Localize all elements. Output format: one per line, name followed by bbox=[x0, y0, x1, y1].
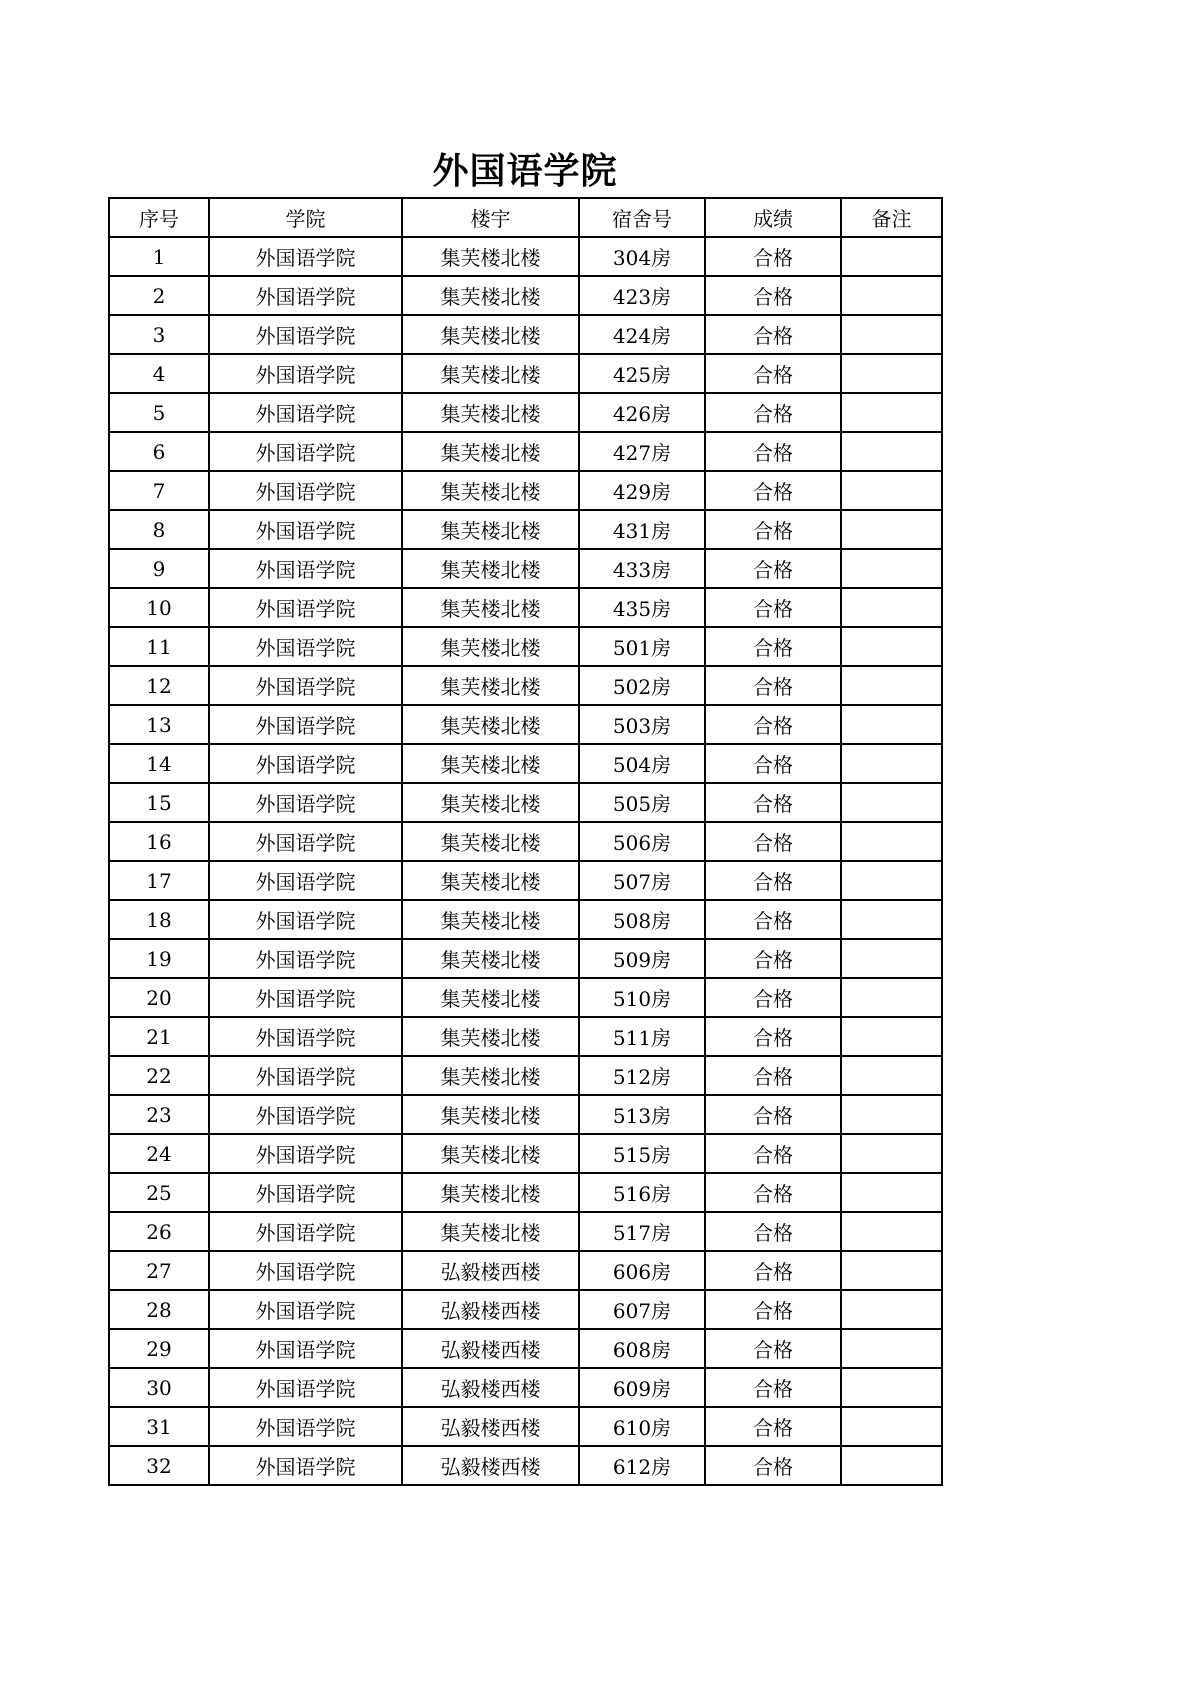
cell-building: 集芙楼北楼 bbox=[402, 315, 579, 354]
cell-remark bbox=[841, 432, 942, 471]
cell-result: 合格 bbox=[705, 432, 841, 471]
cell-remark bbox=[841, 354, 942, 393]
cell-room: 612房 bbox=[579, 1446, 705, 1485]
cell-college: 外国语学院 bbox=[209, 1329, 402, 1368]
cell-building: 集芙楼北楼 bbox=[402, 1017, 579, 1056]
cell-seq: 10 bbox=[109, 588, 209, 627]
cell-building: 弘毅楼西楼 bbox=[402, 1446, 579, 1485]
cell-college: 外国语学院 bbox=[209, 354, 402, 393]
cell-building: 集芙楼北楼 bbox=[402, 393, 579, 432]
cell-college: 外国语学院 bbox=[209, 1212, 402, 1251]
cell-remark bbox=[841, 588, 942, 627]
cell-room: 609房 bbox=[579, 1368, 705, 1407]
cell-seq: 9 bbox=[109, 549, 209, 588]
cell-seq: 6 bbox=[109, 432, 209, 471]
cell-remark bbox=[841, 1134, 942, 1173]
cell-room: 501房 bbox=[579, 627, 705, 666]
cell-room: 610房 bbox=[579, 1407, 705, 1446]
cell-building: 集芙楼北楼 bbox=[402, 510, 579, 549]
cell-seq: 19 bbox=[109, 939, 209, 978]
cell-college: 外国语学院 bbox=[209, 900, 402, 939]
cell-result: 合格 bbox=[705, 393, 841, 432]
cell-remark bbox=[841, 861, 942, 900]
cell-result: 合格 bbox=[705, 900, 841, 939]
cell-room: 505房 bbox=[579, 783, 705, 822]
cell-building: 集芙楼北楼 bbox=[402, 354, 579, 393]
cell-result: 合格 bbox=[705, 1173, 841, 1212]
cell-result: 合格 bbox=[705, 315, 841, 354]
cell-room: 431房 bbox=[579, 510, 705, 549]
cell-room: 304房 bbox=[579, 237, 705, 276]
cell-result: 合格 bbox=[705, 1212, 841, 1251]
cell-building: 集芙楼北楼 bbox=[402, 1056, 579, 1095]
cell-building: 弘毅楼西楼 bbox=[402, 1368, 579, 1407]
cell-college: 外国语学院 bbox=[209, 627, 402, 666]
cell-remark bbox=[841, 276, 942, 315]
cell-seq: 11 bbox=[109, 627, 209, 666]
cell-room: 506房 bbox=[579, 822, 705, 861]
cell-result: 合格 bbox=[705, 1329, 841, 1368]
cell-college: 外国语学院 bbox=[209, 1407, 402, 1446]
table-row bbox=[109, 1251, 942, 1290]
cell-college: 外国语学院 bbox=[209, 276, 402, 315]
cell-building: 集芙楼北楼 bbox=[402, 588, 579, 627]
cell-college: 外国语学院 bbox=[209, 549, 402, 588]
cell-remark bbox=[841, 510, 942, 549]
table-row bbox=[109, 627, 942, 666]
cell-remark bbox=[841, 1017, 942, 1056]
header-room: 宿舍号 bbox=[579, 198, 705, 237]
cell-seq: 20 bbox=[109, 978, 209, 1017]
table-row bbox=[109, 1212, 942, 1251]
cell-building: 集芙楼北楼 bbox=[402, 276, 579, 315]
table-row bbox=[109, 1134, 942, 1173]
cell-building: 集芙楼北楼 bbox=[402, 939, 579, 978]
cell-remark bbox=[841, 1329, 942, 1368]
cell-building: 弘毅楼西楼 bbox=[402, 1407, 579, 1446]
cell-seq: 3 bbox=[109, 315, 209, 354]
cell-remark bbox=[841, 471, 942, 510]
cell-room: 516房 bbox=[579, 1173, 705, 1212]
cell-building: 集芙楼北楼 bbox=[402, 627, 579, 666]
cell-seq: 22 bbox=[109, 1056, 209, 1095]
cell-result: 合格 bbox=[705, 1251, 841, 1290]
cell-remark bbox=[841, 393, 942, 432]
cell-building: 集芙楼北楼 bbox=[402, 1173, 579, 1212]
cell-seq: 16 bbox=[109, 822, 209, 861]
cell-building: 集芙楼北楼 bbox=[402, 1212, 579, 1251]
cell-room: 423房 bbox=[579, 276, 705, 315]
table-row bbox=[109, 354, 942, 393]
cell-room: 429房 bbox=[579, 471, 705, 510]
cell-room: 512房 bbox=[579, 1056, 705, 1095]
cell-result: 合格 bbox=[705, 1290, 841, 1329]
cell-seq: 18 bbox=[109, 900, 209, 939]
cell-seq: 28 bbox=[109, 1290, 209, 1329]
cell-college: 外国语学院 bbox=[209, 1095, 402, 1134]
cell-remark bbox=[841, 744, 942, 783]
cell-result: 合格 bbox=[705, 939, 841, 978]
cell-college: 外国语学院 bbox=[209, 705, 402, 744]
table-row bbox=[109, 939, 942, 978]
cell-seq: 32 bbox=[109, 1446, 209, 1485]
cell-college: 外国语学院 bbox=[209, 393, 402, 432]
table-row bbox=[109, 1368, 942, 1407]
cell-college: 外国语学院 bbox=[209, 666, 402, 705]
cell-result: 合格 bbox=[705, 1446, 841, 1485]
cell-remark bbox=[841, 900, 942, 939]
cell-room: 606房 bbox=[579, 1251, 705, 1290]
cell-remark bbox=[841, 549, 942, 588]
cell-result: 合格 bbox=[705, 510, 841, 549]
header-seq: 序号 bbox=[109, 198, 209, 237]
cell-result: 合格 bbox=[705, 627, 841, 666]
cell-college: 外国语学院 bbox=[209, 588, 402, 627]
header-building: 楼宇 bbox=[402, 198, 579, 237]
cell-room: 607房 bbox=[579, 1290, 705, 1329]
cell-building: 弘毅楼西楼 bbox=[402, 1290, 579, 1329]
table-row bbox=[109, 1290, 942, 1329]
cell-result: 合格 bbox=[705, 1017, 841, 1056]
cell-seq: 14 bbox=[109, 744, 209, 783]
table-row bbox=[109, 861, 942, 900]
cell-result: 合格 bbox=[705, 822, 841, 861]
cell-seq: 1 bbox=[109, 237, 209, 276]
cell-remark bbox=[841, 1212, 942, 1251]
cell-remark bbox=[841, 1095, 942, 1134]
cell-college: 外国语学院 bbox=[209, 822, 402, 861]
cell-result: 合格 bbox=[705, 588, 841, 627]
cell-seq: 7 bbox=[109, 471, 209, 510]
cell-remark bbox=[841, 822, 942, 861]
cell-college: 外国语学院 bbox=[209, 744, 402, 783]
cell-room: 435房 bbox=[579, 588, 705, 627]
cell-result: 合格 bbox=[705, 1095, 841, 1134]
cell-remark bbox=[841, 627, 942, 666]
cell-remark bbox=[841, 1173, 942, 1212]
cell-seq: 5 bbox=[109, 393, 209, 432]
table-body bbox=[109, 237, 942, 1485]
table-row bbox=[109, 1017, 942, 1056]
header-college: 学院 bbox=[209, 198, 402, 237]
cell-building: 集芙楼北楼 bbox=[402, 822, 579, 861]
cell-remark bbox=[841, 939, 942, 978]
cell-result: 合格 bbox=[705, 978, 841, 1017]
cell-room: 511房 bbox=[579, 1017, 705, 1056]
table-row bbox=[109, 1056, 942, 1095]
cell-result: 合格 bbox=[705, 861, 841, 900]
cell-seq: 12 bbox=[109, 666, 209, 705]
cell-result: 合格 bbox=[705, 549, 841, 588]
cell-room: 424房 bbox=[579, 315, 705, 354]
cell-college: 外国语学院 bbox=[209, 1173, 402, 1212]
table-row bbox=[109, 432, 942, 471]
cell-building: 集芙楼北楼 bbox=[402, 783, 579, 822]
cell-remark bbox=[841, 705, 942, 744]
dormitory-inspection-table bbox=[108, 197, 943, 1486]
cell-result: 合格 bbox=[705, 666, 841, 705]
cell-result: 合格 bbox=[705, 1056, 841, 1095]
cell-remark bbox=[841, 1446, 942, 1485]
cell-building: 集芙楼北楼 bbox=[402, 1095, 579, 1134]
cell-seq: 17 bbox=[109, 861, 209, 900]
table-row bbox=[109, 588, 942, 627]
cell-college: 外国语学院 bbox=[209, 783, 402, 822]
cell-building: 弘毅楼西楼 bbox=[402, 1251, 579, 1290]
cell-college: 外国语学院 bbox=[209, 978, 402, 1017]
cell-room: 510房 bbox=[579, 978, 705, 1017]
cell-result: 合格 bbox=[705, 471, 841, 510]
cell-room: 508房 bbox=[579, 900, 705, 939]
cell-remark bbox=[841, 666, 942, 705]
cell-seq: 30 bbox=[109, 1368, 209, 1407]
table-row bbox=[109, 471, 942, 510]
cell-college: 外国语学院 bbox=[209, 1368, 402, 1407]
cell-remark bbox=[841, 1056, 942, 1095]
table-row bbox=[109, 666, 942, 705]
cell-seq: 25 bbox=[109, 1173, 209, 1212]
cell-building: 集芙楼北楼 bbox=[402, 861, 579, 900]
cell-building: 集芙楼北楼 bbox=[402, 1134, 579, 1173]
cell-room: 507房 bbox=[579, 861, 705, 900]
cell-remark bbox=[841, 1251, 942, 1290]
cell-college: 外国语学院 bbox=[209, 315, 402, 354]
table-row bbox=[109, 705, 942, 744]
cell-remark bbox=[841, 237, 942, 276]
cell-college: 外国语学院 bbox=[209, 1251, 402, 1290]
cell-remark bbox=[841, 783, 942, 822]
cell-room: 503房 bbox=[579, 705, 705, 744]
cell-college: 外国语学院 bbox=[209, 432, 402, 471]
table-row bbox=[109, 393, 942, 432]
table-row bbox=[109, 315, 942, 354]
header-remark: 备注 bbox=[841, 198, 942, 237]
table-row bbox=[109, 1329, 942, 1368]
cell-room: 515房 bbox=[579, 1134, 705, 1173]
cell-seq: 13 bbox=[109, 705, 209, 744]
cell-college: 外国语学院 bbox=[209, 1017, 402, 1056]
cell-seq: 2 bbox=[109, 276, 209, 315]
cell-remark bbox=[841, 1407, 942, 1446]
cell-seq: 4 bbox=[109, 354, 209, 393]
cell-room: 426房 bbox=[579, 393, 705, 432]
cell-result: 合格 bbox=[705, 1407, 841, 1446]
table-row bbox=[109, 549, 942, 588]
table-row bbox=[109, 978, 942, 1017]
cell-college: 外国语学院 bbox=[209, 861, 402, 900]
cell-college: 外国语学院 bbox=[209, 237, 402, 276]
table-row bbox=[109, 900, 942, 939]
cell-remark bbox=[841, 1290, 942, 1329]
cell-remark bbox=[841, 315, 942, 354]
header-result: 成绩 bbox=[705, 198, 841, 237]
cell-building: 弘毅楼西楼 bbox=[402, 1329, 579, 1368]
cell-room: 433房 bbox=[579, 549, 705, 588]
cell-remark bbox=[841, 1368, 942, 1407]
cell-result: 合格 bbox=[705, 276, 841, 315]
cell-building: 集芙楼北楼 bbox=[402, 666, 579, 705]
cell-room: 517房 bbox=[579, 1212, 705, 1251]
page-title: 外国语学院 bbox=[432, 151, 618, 192]
cell-result: 合格 bbox=[705, 744, 841, 783]
cell-result: 合格 bbox=[705, 354, 841, 393]
cell-room: 427房 bbox=[579, 432, 705, 471]
cell-college: 外国语学院 bbox=[209, 1446, 402, 1485]
cell-seq: 8 bbox=[109, 510, 209, 549]
cell-building: 集芙楼北楼 bbox=[402, 549, 579, 588]
cell-room: 608房 bbox=[579, 1329, 705, 1368]
cell-building: 集芙楼北楼 bbox=[402, 744, 579, 783]
cell-seq: 27 bbox=[109, 1251, 209, 1290]
cell-building: 集芙楼北楼 bbox=[402, 237, 579, 276]
cell-seq: 15 bbox=[109, 783, 209, 822]
cell-college: 外国语学院 bbox=[209, 471, 402, 510]
cell-room: 504房 bbox=[579, 744, 705, 783]
cell-college: 外国语学院 bbox=[209, 1134, 402, 1173]
cell-seq: 23 bbox=[109, 1095, 209, 1134]
table-row bbox=[109, 1407, 942, 1446]
cell-seq: 24 bbox=[109, 1134, 209, 1173]
cell-building: 集芙楼北楼 bbox=[402, 432, 579, 471]
cell-building: 集芙楼北楼 bbox=[402, 705, 579, 744]
cell-room: 513房 bbox=[579, 1095, 705, 1134]
table-header-row bbox=[109, 198, 942, 237]
cell-room: 509房 bbox=[579, 939, 705, 978]
cell-room: 425房 bbox=[579, 354, 705, 393]
cell-result: 合格 bbox=[705, 1134, 841, 1173]
cell-seq: 21 bbox=[109, 1017, 209, 1056]
cell-seq: 31 bbox=[109, 1407, 209, 1446]
cell-college: 外国语学院 bbox=[209, 1056, 402, 1095]
cell-result: 合格 bbox=[705, 783, 841, 822]
cell-remark bbox=[841, 978, 942, 1017]
cell-college: 外国语学院 bbox=[209, 939, 402, 978]
cell-college: 外国语学院 bbox=[209, 1290, 402, 1329]
table-row bbox=[109, 822, 942, 861]
table-row bbox=[109, 510, 942, 549]
cell-building: 集芙楼北楼 bbox=[402, 978, 579, 1017]
cell-building: 集芙楼北楼 bbox=[402, 900, 579, 939]
table-row bbox=[109, 1095, 942, 1134]
table-row bbox=[109, 1446, 942, 1485]
table-row bbox=[109, 744, 942, 783]
cell-result: 合格 bbox=[705, 705, 841, 744]
cell-college: 外国语学院 bbox=[209, 510, 402, 549]
table-row bbox=[109, 237, 942, 276]
cell-result: 合格 bbox=[705, 1368, 841, 1407]
table-row bbox=[109, 276, 942, 315]
cell-seq: 26 bbox=[109, 1212, 209, 1251]
table-row bbox=[109, 783, 942, 822]
cell-seq: 29 bbox=[109, 1329, 209, 1368]
cell-result: 合格 bbox=[705, 237, 841, 276]
table-row bbox=[109, 1173, 942, 1212]
cell-building: 集芙楼北楼 bbox=[402, 471, 579, 510]
cell-room: 502房 bbox=[579, 666, 705, 705]
